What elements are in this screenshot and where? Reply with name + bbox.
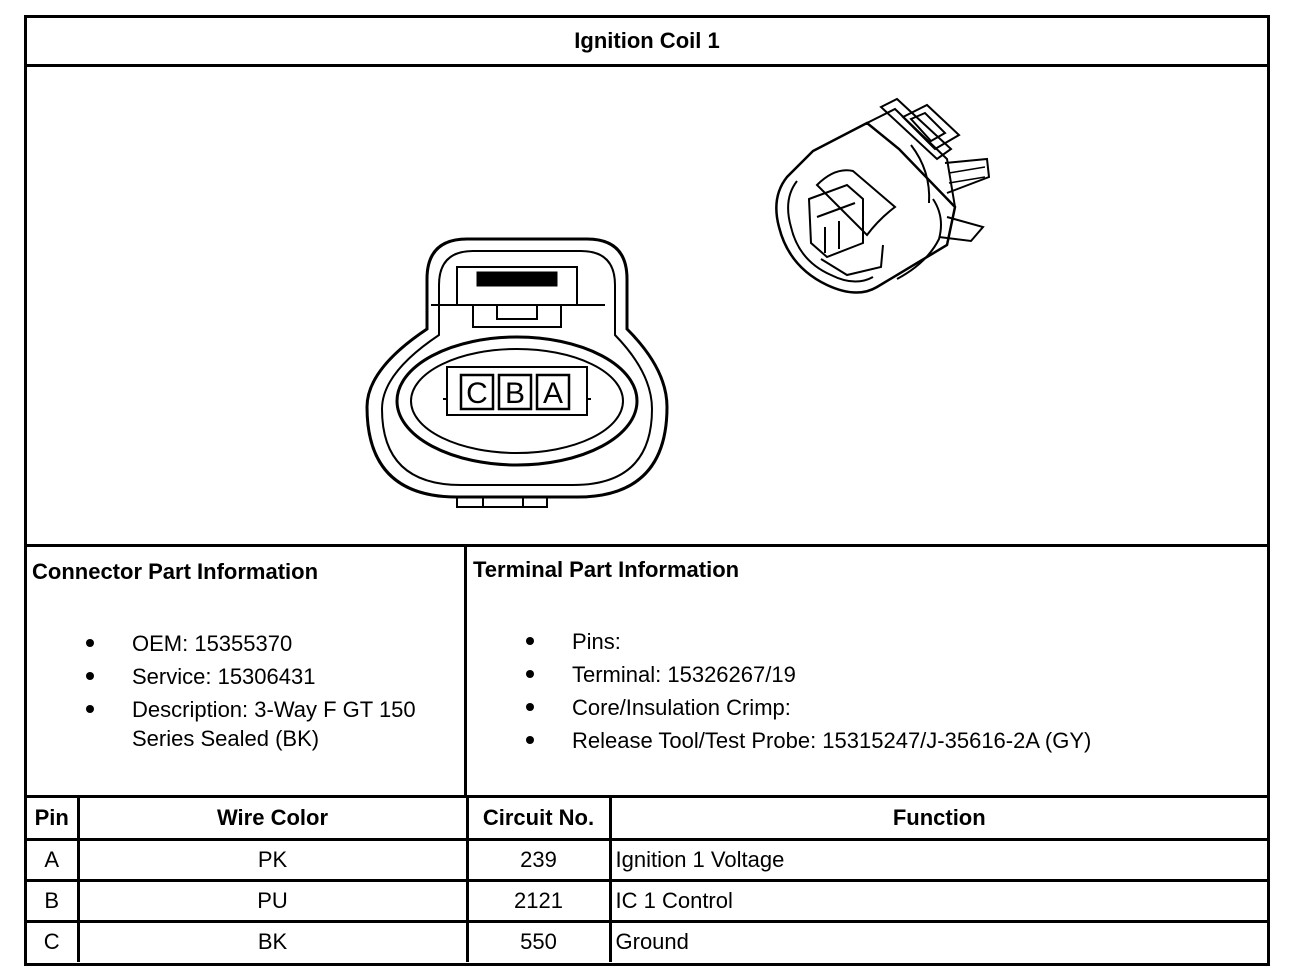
terminal-crimp: Core/Insulation Crimp: bbox=[572, 695, 791, 720]
bullet-icon bbox=[526, 670, 534, 678]
terminal-info-heading: Terminal Part Information bbox=[473, 557, 740, 582]
connector-iso-view bbox=[776, 99, 989, 293]
terminal-part-info bbox=[467, 547, 1267, 795]
part-information-row bbox=[27, 547, 1267, 798]
cell-function: Ground bbox=[610, 921, 1267, 962]
list-item bbox=[82, 629, 462, 658]
connector-drawing-area bbox=[27, 67, 1267, 547]
list-item bbox=[522, 726, 1262, 755]
connector-oem: OEM: 15355370 bbox=[132, 631, 293, 656]
cell-circuit-no: 2121 bbox=[467, 880, 610, 921]
bullet-icon bbox=[526, 703, 534, 711]
header-pin: Pin bbox=[27, 798, 78, 839]
bullet-icon bbox=[86, 672, 94, 680]
connector-face-view bbox=[367, 239, 667, 507]
connector-service: Service: 15306431 bbox=[132, 664, 316, 689]
connector-info-list bbox=[82, 629, 462, 757]
list-item bbox=[522, 627, 1262, 656]
connector-description: Description: 3-Way F GT 150 Series Sealed (BK) bbox=[132, 697, 416, 751]
table-row bbox=[27, 921, 1267, 962]
bullet-icon bbox=[86, 639, 94, 647]
header-circuit-no: Circuit No. bbox=[467, 798, 610, 839]
cell-wire-color: PK bbox=[78, 839, 467, 880]
connector-sheet bbox=[24, 15, 1270, 966]
terminal-number: Terminal: 15326267/19 bbox=[572, 662, 796, 687]
list-item bbox=[82, 662, 462, 691]
connector-illustration bbox=[27, 67, 1267, 545]
bullet-icon bbox=[526, 736, 534, 744]
page-title: Ignition Coil 1 bbox=[27, 18, 1267, 67]
cell-pin: C bbox=[27, 921, 78, 962]
cell-wire-color: PU bbox=[78, 880, 467, 921]
cell-circuit-no: 239 bbox=[467, 839, 610, 880]
table-header-row bbox=[27, 798, 1267, 839]
cavity-label-a: A bbox=[542, 377, 564, 410]
header-wire-color: Wire Color bbox=[78, 798, 467, 839]
terminal-release-tool: Release Tool/Test Probe: 15315247/J-35616-2A (GY) bbox=[572, 728, 1092, 753]
connector-part-info bbox=[27, 547, 467, 795]
cavity-labels bbox=[466, 377, 563, 410]
cavity-label-c: C bbox=[466, 377, 488, 410]
connector-info-heading: Connector Part Information bbox=[32, 559, 319, 584]
cell-wire-color: BK bbox=[78, 921, 467, 962]
cell-pin: B bbox=[27, 880, 78, 921]
terminal-pins: Pins: bbox=[572, 629, 621, 654]
list-item bbox=[522, 693, 1262, 722]
cell-function: Ignition 1 Voltage bbox=[610, 839, 1267, 880]
header-function: Function bbox=[610, 798, 1267, 839]
list-item bbox=[82, 695, 462, 753]
pin-table bbox=[27, 798, 1267, 962]
list-item bbox=[522, 660, 1262, 689]
bullet-icon bbox=[86, 705, 94, 713]
table-row bbox=[27, 839, 1267, 880]
terminal-info-list bbox=[522, 627, 1262, 759]
table-row bbox=[27, 880, 1267, 921]
cell-pin: A bbox=[27, 839, 78, 880]
bullet-icon bbox=[526, 637, 534, 645]
cell-circuit-no: 550 bbox=[467, 921, 610, 962]
cavity-label-b: B bbox=[504, 377, 526, 410]
cell-function: IC 1 Control bbox=[610, 880, 1267, 921]
